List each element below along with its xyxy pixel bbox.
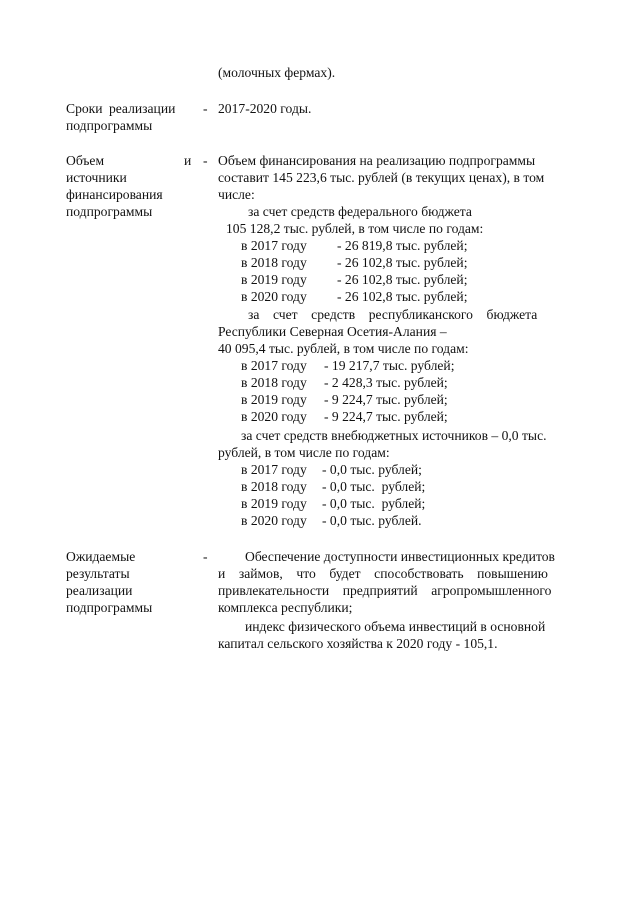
funding-label-word: Объем xyxy=(66,153,105,168)
results-p1-line: привлекательности предприятий агропромышленного xyxy=(218,583,552,598)
results-label-line: результаты xyxy=(66,566,130,581)
extra-year: в 2020 году xyxy=(241,513,307,528)
funding-label-word: и xyxy=(184,153,192,168)
republic-heading-line: за счет средств республиканского бюджета xyxy=(248,307,538,322)
funding-label-line: источники xyxy=(66,170,127,185)
federal-amount: - 26 102,8 тыс. рублей; xyxy=(337,289,468,304)
period-label xyxy=(66,100,216,134)
federal-year: в 2018 году xyxy=(241,255,307,270)
funding-intro-line: числе: xyxy=(218,187,255,202)
federal-amount: - 26 102,8 тыс. рублей; xyxy=(337,255,468,270)
federal-total: 105 128,2 тыс. рублей, в том числе по годам: xyxy=(226,221,484,236)
extra-amount: - 0,0 тыс. рублей; xyxy=(322,462,422,477)
extra-heading-line: рублей, в том числе по годам: xyxy=(218,445,390,460)
republic-year: в 2018 году xyxy=(241,375,307,390)
funding-label-line: финансирования xyxy=(66,187,163,202)
republic-amount: - 19 217,7 тыс. рублей; xyxy=(324,358,455,373)
republic-year: в 2019 году xyxy=(241,392,307,407)
period-label-line: подпрограммы xyxy=(66,118,153,133)
federal-amount: - 26 819,8 тыс. рублей; xyxy=(337,238,468,253)
results-p2-line: индекс физического объема инвестиций в основной xyxy=(245,619,546,634)
results-label xyxy=(66,548,216,616)
continued-text: (молочных фермах). xyxy=(218,65,336,80)
republic-amount: - 2 428,3 тыс. рублей; xyxy=(324,375,448,390)
extra-amount: - 0,0 тыс. рублей; xyxy=(322,479,426,494)
extra-heading-line: за счет средств внебюджетных источников – 0,0 тыс. xyxy=(241,428,547,443)
results-p2-line: капитал сельского хозяйства к 2020 году - 105,1. xyxy=(218,636,498,651)
period-dash: - xyxy=(203,101,208,116)
results-label-line: Ожидаемые xyxy=(66,549,136,564)
federal-year: в 2017 году xyxy=(241,238,307,253)
republic-heading-line: Республики Северная Осетия-Алания – xyxy=(218,324,447,339)
results-label-line: подпрограммы xyxy=(66,600,153,615)
results-p1-line: комплекса республики; xyxy=(218,600,353,615)
funding-label xyxy=(66,152,216,220)
federal-amount: - 26 102,8 тыс. рублей; xyxy=(337,272,468,287)
results-p1-line: Обеспечение доступности инвестиционных кредитов xyxy=(245,549,555,564)
results-label-line: реализации xyxy=(66,583,133,598)
funding-intro-line: составит 145 223,6 тыс. рублей (в текущих ценах), в том xyxy=(218,170,545,185)
funding-dash: - xyxy=(203,153,208,168)
republic-year: в 2017 году xyxy=(241,358,307,373)
funding-label-line: подпрограммы xyxy=(66,204,153,219)
republic-amount: - 9 224,7 тыс. рублей; xyxy=(324,392,448,407)
extra-amount: - 0,0 тыс. рублей. xyxy=(322,513,422,528)
extra-year: в 2019 году xyxy=(241,496,307,511)
extra-year: в 2018 году xyxy=(241,479,307,494)
republic-total: 40 095,4 тыс. рублей, в том числе по годам: xyxy=(218,341,469,356)
extra-year: в 2017 году xyxy=(241,462,307,477)
republic-amount: - 9 224,7 тыс. рублей; xyxy=(324,409,448,424)
extra-amount: - 0,0 тыс. рублей; xyxy=(322,496,426,511)
federal-year: в 2020 году xyxy=(241,289,307,304)
results-p1-line: и займов, что будет способствовать повышению xyxy=(218,566,548,581)
federal-heading: за счет средств федерального бюджета xyxy=(248,204,472,219)
republic-year: в 2020 году xyxy=(241,409,307,424)
funding-intro-line: Объем финансирования на реализацию подпрограммы xyxy=(218,153,536,168)
period-label-line: Сроки реализации xyxy=(66,101,176,116)
period-value: 2017-2020 годы. xyxy=(218,101,312,116)
federal-year: в 2019 году xyxy=(241,272,307,287)
results-dash: - xyxy=(203,549,208,564)
